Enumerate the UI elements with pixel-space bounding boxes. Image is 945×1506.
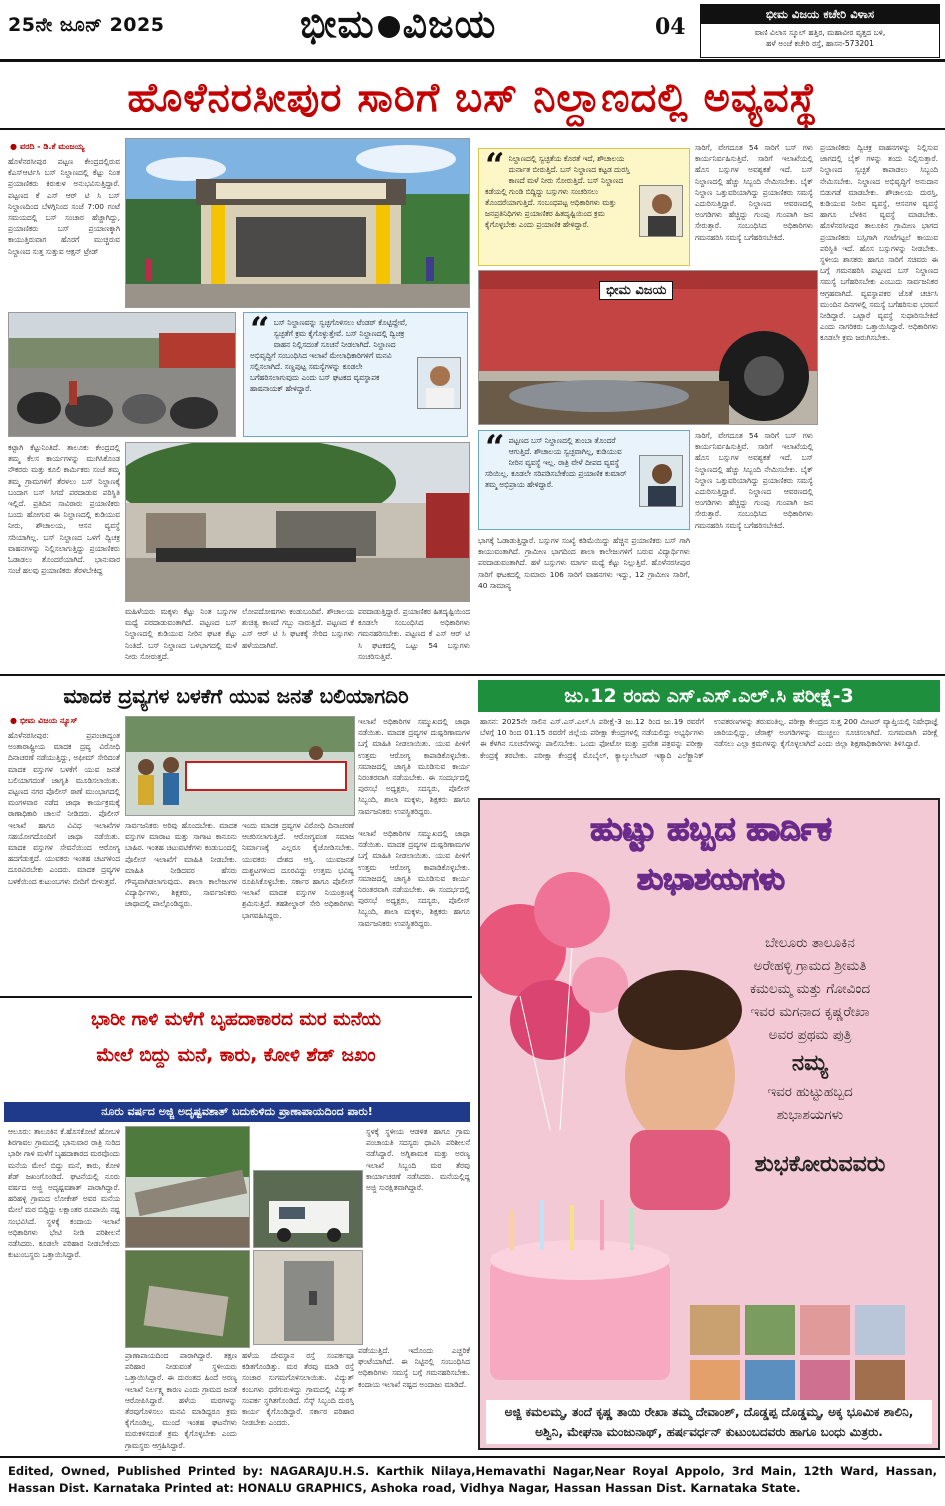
parked-bikes-photo [8, 312, 236, 437]
ad-line-1: ಬೇಲೂರು ತಾಲೂಕಿನ [765, 935, 855, 951]
office-title: ಭೀಮ ವಿಜಯ ಕಚೇರಿ ವಿಳಾಸ [701, 5, 939, 24]
family-wishers-text: ಅಜ್ಜಿ ಕಮಲಮ್ಮ, ತಂದೆ ಕೃಷ್ಣ ತಾಯಿ ರೇಖಾ ತಮ್ಮ ದೇವಾಂಶ್, ದೊಡ್ಡಪ್ಪ ದೊಡ್ಡಮ್ಮ, ಅಕ್ಕ ಭೂಮಿಕ ಶಾಲಿನಿ, ಅಶ್ವಿನಿ, ಮೇಘನಾ ಮಂಜುನಾಥ್, ಹರ್ಷವರ್ಧನ್ ಕುಟುಂಬದವರು ಹಾಗೂ ಬಂಧು ಮಿತ್ರರು. [486, 1400, 932, 1444]
wishers-heading: ಶುಭಕೋರುವವರು [754, 1152, 886, 1177]
fallen-tree-photo [125, 1126, 250, 1248]
office-address-box [700, 4, 940, 58]
ad-body [690, 932, 930, 1127]
tree-divider [0, 996, 472, 998]
section-divider [0, 674, 945, 676]
photo-watermark-logo: ಭೀಮ ವಿಜಯ [599, 281, 673, 300]
drug-headline: ಮಾದಕ ದ್ರವ್ಯಗಳ ಬಳಕೆಗೆ ಯುವ ಜನತೆ ಬಲಿಯಾಗದಿರಿ [63, 684, 409, 708]
lead-col5-lower: ಸಾರಿಗೆ, ವೇಗದೂತ 54 ಸಾರಿಗೆ ಬಸ್ ಗಳು ಕಾರ್ಯನಿರ್ವಹಿಸುತ್ತಿವೆ. ಸಾರಿಗೆ ಇಲಾಖೆಯಲ್ಲಿ ಹೊಸ ಬಸ್ಸುಗಳ ಅವಶ್ಯಕತೆ ಇದೆ. ಬಸ್ ನಿಲ್ದಾಣದಲ್ಲಿ ಹೆಚ್ಚು ಸಿಬ್ಬಂದಿ ನೇಮಿಸಬೇಕು. ಬೈಕ್ ನಿಲ್ದಾಣ ಒತ್ತುವರಿಯಾಗಿದ್ದು ಪ್ರಯಾಣಿಕರು ಸಮಸ್ಯೆ ಎದುರಿಸುತ್ತಿದ್ದಾರೆ. ನಿಲ್ದಾಣದ ಆವರಣದಲ್ಲಿ ಅಂಗಡಿಗಳು ಹೆಚ್ಚಿದ್ದು ಗುಂಪು ಗುಂಪಾಗಿ ಜನ ಸೇರುತ್ತಾರೆ. ಸಂಬಂಧಿಸಿದ ಅಧಿಕಾರಿಗಳು ಗಮನಹರಿಸಿ ಸಮಸ್ಯೆ ಬಗೆಹರಿಸಬೇಕಿದೆ. [695, 431, 813, 530]
ad-line-4: ಇವರ ಮಗನಾದ ಕೃಷ್ಣರೇಖಾ [750, 1004, 870, 1020]
quote-mark-icon: “ [250, 312, 270, 350]
bus-wheel-photo [478, 270, 818, 425]
commuter-portrait [639, 455, 683, 507]
lead-col4-text: ಭಾಗಕ್ಕೆ ಓಡಾಡುತ್ತಿದ್ದಾರೆ. ಬಸ್ಸುಗಳ ಸಂಖ್ಯೆ ಕಡಿಮೆಯಿದ್ದು ಹೆಚ್ಚಿನ ಪ್ರಯಾಣಿಕರು ಬಸ್ ಗಾಗಿ ಕಾಯುವಂತಾಗಿದೆ. ಗ್ರಾಮೀಣ ಭಾಗದಿಂದ ಶಾಲಾ ಕಾಲೇಜುಗಳಿಗೆ ಬರುವ ವಿದ್ಯಾರ್ಥಿಗಳು ಪರದಾಡುವಂತಾಗಿದೆ. ಹಳೆ ಬಸ್ಸುಗಳು ಮಾರ್ಗ ಮಧ್ಯೆ ಕೆಟ್ಟು ನಿಲ್ಲುತ್ತಿವೆ. ಹೊಳೆನರಸೀಪುರ ಸಾರಿಗೆ ಘಟಕದಲ್ಲಿ ಸುಮಾರು 106 ಸಾರಿಗೆ ವಾಹನಗಳು ಇದ್ದು, 12 ಗ್ರಾಮೀಣ ಸಾರಿಗೆ, 40 ಸಾಮಾನ್ಯ [478, 536, 690, 590]
child-name: ನಮ್ಯ [791, 1051, 829, 1076]
masthead [0, 0, 945, 62]
lead-headline: ಹೊಳೆನರಸೀಪುರ ಸಾರಿಗೆ ಬಸ್ ನಿಲ್ದಾಣದಲ್ಲಿ ಅವ್ಯವಸ್ಥೆ [0, 66, 945, 130]
sslc-text: ಹಾಸನ: 2025ನೇ ಸಾಲಿನ ಎಸ್.ಎಸ್.ಎಲ್.ಸಿ ಪರೀಕ್ಷೆ-3 ಜು.12 ರಿಂದ ಜು.19 ರವರೆಗೆ ಬೆಳಗ್ಗೆ 10 ರಿಂದ 01.15 ರವರೆಗೆ ಜಿಲ್ಲೆಯ ಪರೀಕ್ಷಾ ಕೇಂದ್ರಗಳಲ್ಲಿ ನಡೆಯಲಿದ್ದು ಅಭ್ಯರ್ಥಿಗಳು ಈ ಕೆಳಗಿನ ಸೂಚನೆಗಳನ್ನು ಪಾಲಿಸಬೇಕು. ಒಂದು ಫೋಟೋ ಮತ್ತು ಪ್ರವೇಶ ಪತ್ರವನ್ನು ಪರೀಕ್ಷಾ ಕೇಂದ್ರಕ್ಕೆ ತರಬೇಕು. ಪರೀಕ್ಷಾ ಕೇಂದ್ರಕ್ಕೆ ಮೊಬೈಲ್, ಕ್ಯಾಲ್ಕುಲೇಟರ್ ಇತ್ಯಾದಿ ಎಲೆಕ್ಟ್ರಾನಿಕ್ ಉಪಕರಣಗಳನ್ನು ತರುವಂತಿಲ್ಲ. ಪರೀಕ್ಷಾ ಕೇಂದ್ರದ ಸುತ್ತ 200 ಮೀಟರ್ ವ್ಯಾಪ್ತಿಯಲ್ಲಿ ನಿಷೇಧಾಜ್ಞೆ ಜಾರಿಯಲ್ಲಿದ್ದು, ಜೆರಾಕ್ಸ್ ಅಂಗಡಿಗಳನ್ನು ಮುಚ್ಚಲು ಸೂಚಿಸಲಾಗಿದೆ. ಸುಗಮವಾಗಿ ಪರೀಕ್ಷೆ ನಡೆಸಲು ಎಲ್ಲಾ ಕ್ರಮಗಳನ್ನು ಕೈಗೊಳ್ಳಲಾಗಿದೆ ಎಂದು ಜಿಲ್ಲಾ ಶಿಕ್ಷಣಾಧಿಕಾರಿಗಳು ತಿಳಿಸಿದ್ದಾರೆ. [480, 717, 938, 760]
office-line-1: ವಾಣಿ ವಿಲಾಸ ಸ್ಕೂಲ್ ಹತ್ತಿರ, ಮಹಾವೀರ ವೃತ್ತದ ಬಳಿ, [754, 28, 886, 37]
bus-station-photo [125, 138, 470, 308]
newspaper-logo [300, 2, 496, 47]
passenger-quote-box [478, 148, 690, 266]
office-line-2: ಹಳೆ ಅಂಚೆ ಕಚೇರಿ ರಸ್ತೆ, ಹಾಸನ-573201 [766, 39, 874, 48]
drug-byline: ● ಭೀಮ ವಿಜಯ ನ್ಯೂಸ್ [10, 716, 122, 726]
logo-right: ವಿಜಯ [402, 2, 497, 46]
ad-line-6: ಇವರ ಹುಟ್ಟುಹಬ್ಬದ [767, 1084, 853, 1100]
lead-mid-col1: ಮಹಿಳೆಯರು ಮಕ್ಕಳು ಕೆಟ್ಟು ನಿಂತ ಬಸ್ಸುಗಳ ಮಧ್ಯೆ ಪರದಾಡುವಂತಾಗಿದೆ. ಪಟ್ಟಣದ ಬಸ್ ನಿಲ್ದಾಣದಲ್ಲಿ ಕುಡಿಯುವ ನೀರಿನ ಘಟಕ ಕೆಟ್ಟು ನಿಂತಿದೆ. ಬಸ್ ನಿಲ್ದಾಣದ ಒಳಭಾಗದಲ್ಲಿ ಮಳೆ ನೀರು ಸೋರುತ್ತದೆ. [125, 607, 237, 661]
tree-col2: ಸ್ಥಳಕ್ಕೆ ಸ್ಥಳೀಯ ಆಡಳಿತ ಹಾಗೂ ಗ್ರಾಮ ಪಂಚಾಯತಿ ಸದಸ್ಯರು ಧಾವಿಸಿ ಪರಿಶೀಲನೆ ನಡೆಸಿದ್ದಾರೆ. ಅಗ್ನಿಶಾಮಕ ಮತ್ತು ಅರಣ್ಯ ಇಲಾಖೆ ಸಿಬ್ಬಂದಿ ಮರ ತೆರವು ಕಾರ್ಯಾಚರಣೆ ನಡೆಸಿದರು. ಮನೆಯಲ್ಲಿದ್ದ ಅಜ್ಜಿ ಸುರಕ್ಷಿತವಾಗಿದ್ದಾರೆ. [366, 1127, 470, 1193]
lead-col1-top: ಹೊಳೆನರಸೀಪುರ ಪಟ್ಟಣ ಕೇಂದ್ರದಲ್ಲಿರುವ ಕೆಎಸ್ಆರ್ಟಿಸಿ ಬಸ್ ನಿಲ್ದಾಣದಲ್ಲಿ ಕೆಟ್ಟು ನಿಂತ ಪ್ರಯಾಣಿಕರು ಕಿರುಕುಳ ಅನುಭವಿಸುತ್ತಿದ್ದಾರೆ. ಪಟ್ಟಣದ ಕೆ ಎಸ್ ಆರ್ ಟಿ ಸಿ ಬಸ್ ನಿಲ್ದಾಣದಿಂದ ಬೆಳಗ್ಗಿನಿಂದ ಸಂಜೆ 7:00 ಗಂಟೆ ಸಮಯದಲ್ಲಿ ಬಸ್ ಸಂಚಾರ ಹೆಚ್ಚಾಗಿದ್ದು, ಪ್ರಯಾಣಿಕರು ಬಸ್ ಪ್ರಯಾಣಕ್ಕಾಗಿ ಕಾಯುತ್ತಿರುವಾಗ ಹೊರಗೆ ಮುಚ್ಚಿರುವ ನಿಲ್ದಾಣದ ಸುತ್ತ ಸುತ್ತುವ ಆಕ್ಷನ್ ಟ್ರೇಡ್ [8, 157, 120, 256]
ad-title-line-1: ಹುಟ್ಟು ಹಬ್ಬದ ಹಾರ್ದಿಕ [590, 810, 832, 848]
lead-col6-text: ಪ್ರಯಾಣಿಕರು ದ್ವಿಚಕ್ರ ವಾಹನಗಳನ್ನು ನಿಲ್ಲಿಸುವ ಜಾಗದಲ್ಲಿ ಬೈಕ್ ಗಳನ್ನು ತಂದು ನಿಲ್ಲಿಸುತ್ತಾರೆ. ನಿಲ್ದಾಣದ ಸ್ವಚ್ಛತೆ ಕಾಪಾಡಲು ಸಿಬ್ಬಂದಿ ನೇಮಿಸಬೇಕು. ನಿಲ್ದಾಣದ ಅಭಿವೃದ್ಧಿಗೆ ಅನುದಾನ ಬಿಡುಗಡೆ ಮಾಡಬೇಕು. ಶೌಚಾಲಯ ದುರಸ್ತಿ, ಕುಡಿಯುವ ನೀರಿನ ವ್ಯವಸ್ಥೆ, ಆಸನಗಳ ವ್ಯವಸ್ಥೆ ಹಾಗೂ ಬೆಳಕಿನ ವ್ಯವಸ್ಥೆ ಮಾಡಬೇಕು. ಹೊಳೆನರಸೀಪುರ ತಾಲೂಕಿನ ಗ್ರಾಮೀಣ ಭಾಗದ ಪ್ರಯಾಣಿಕರು ಬಸ್ಸಿಗಾಗಿ ಗಂಟೆಗಟ್ಟಲೆ ಕಾಯುವ ಪರಿಸ್ಥಿತಿ ಇದೆ. ಹೊಸ ಬಸ್ಸುಗಳನ್ನು ನೀಡಬೇಕು. ಸ್ಥಳೀಯ ಶಾಸಕರು ಹಾಗೂ ಸಾರಿಗೆ ಸಚಿವರು ಈ ಬಗ್ಗೆ ಗಮನಹರಿಸಿ ಪಟ್ಟಣದ ಬಸ್ ನಿಲ್ದಾಣದ ಸಮಸ್ಯೆ ಬಗೆಹರಿಸಬೇಕು ಎಂಬುದು ಸಾರ್ವಜನಿಕರ ಆಗ್ರಹವಾಗಿದೆ. ವ್ಯವಸ್ಥಾಪಕರ ಜೊತೆ ಚರ್ಚಿಸಿ ಮುಂದಿನ ದಿನಗಳಲ್ಲಿ ಸಮಸ್ಯೆ ಬಗೆಹರಿಸುವ ಭರವಸೆ ನೀಡಿದ್ದಾರೆ. ಒಟ್ಟಾರೆ ವ್ಯವಸ್ಥೆ ಸುಧಾರಿಸಬೇಕಿದೆ ಎಂದು ನಾಗರಿಕರು ಒತ್ತಾಯಿಸಿದ್ದಾರೆ. ಅಧಿಕಾರಿಗಳು ಕೂಡಲೇ ಕ್ರಮ ಜರುಗಿಸಬೇಕು. [820, 143, 938, 343]
damaged-car-photo [253, 1170, 363, 1248]
tree-col5: ಪಡೆಯುತ್ತಿದೆ. ಇದೊಂದು ಎಚ್ಚರಿಕೆ ಘಂಟೆಯಾಗಿದೆ. ಈ ನಿಟ್ಟಿನಲ್ಲಿ ಸಂಬಂಧಿಸಿದ ಅಧಿಕಾರಿಗಳು ಸಮಸ್ಯೆ ಬಗ್ಗೆ ಗಮನಹರಿಸಬೇಕು. ಕಂದಾಯ ಇಲಾಖೆ ನಷ್ಟದ ಅಂದಾಜು ಮಾಡಿದೆ. [358, 1346, 470, 1389]
passenger-quote-text: ನಿಲ್ದಾಣದಲ್ಲಿ ಸ್ವಚ್ಛತೆಯ ಕೊರತೆ ಇದೆ, ಶೌಚಾಲಯ ದುರ್ನಾತ ಬೀರುತ್ತಿದೆ. ಬಸ್ ನಿಲ್ದಾಣದ ಕಟ್ಟಡ ದುರಸ್ತಿ ಕಾಣದೆ ಮಳೆ ನೀರು ಸೋರುತ್ತಿದೆ. ಬಸ್ ನಿಲ್ದಾಣದ ಕಡೆಯಲ್ಲಿ ಗುಂಡಿ ಬಿದ್ದಿದ್ದು ಬಸ್ಸುಗಳು ಸಂಚರಿಸಲು ತೊಂದರೆಯಾಗುತ್ತಿದೆ. ಸಂಬಂಧಪಟ್ಟ ಅಧಿಕಾರಿಗಳು ಮತ್ತು ಜನಪ್ರತಿನಿಧಿಗಳು ಪ್ರಯಾಣಿಕರ ಹಿತದೃಷ್ಟಿಯಿಂದ ಕ್ರಮ ಕೈಗೊಳ್ಳಬೇಕು ಎಂದು ಪ್ರಯಾಣಿಕ ಹೇಳಿದ್ದಾರೆ. [485, 154, 630, 229]
issue-date: 25ನೇ ಜೂನ್ 2025 [8, 14, 165, 36]
official-quote-box [243, 312, 468, 437]
tree-headline-2: ಮೇಲೆ ಬಿದ್ದು ಮನೆ, ಕಾರು, ಕೋಳಿ ಶೆಡ್ ಜಖಂ [96, 1045, 376, 1066]
drug-col2: ಸಾರ್ವಜನಿಕರು ಅರಿವು ಹೊಂದಬೇಕು. ಮಾದಕ ವಸ್ತುಗಳ ಮಾರಾಟ ಮತ್ತು ಸಾಗಾಟ ಕಾನೂನು ಬಾಹಿರ. ಇಂತಹ ಚಟುವಟಿಕೆಗಳು ಕಂಡುಬಂದಲ್ಲಿ ಪೊಲೀಸ್ ಇಲಾಖೆಗೆ ಮಾಹಿತಿ ನೀಡಬೇಕು. ಮಾಹಿತಿ ನೀಡಿದವರ ಹೆಸರು ಗೌಪ್ಯವಾಗಿಡಲಾಗುವುದು. ಶಾಲಾ ಕಾಲೇಜುಗಳ ವಿದ್ಯಾರ್ಥಿಗಳು, ಶಿಕ್ಷಕರು, ಸಾರ್ವಜನಿಕರು ಜಾಥಾದಲ್ಲಿ ಪಾಲ್ಗೊಂಡಿದ್ದರು. [125, 821, 237, 909]
commuter-quote-box [478, 430, 690, 530]
drug-col4: ಇಲಾಖೆ ಅಧಿಕಾರಿಗಳ ಸಮ್ಮುಖದಲ್ಲಿ ಜಾಥಾ ನಡೆಯಿತು. ಮಾದಕ ದ್ರವ್ಯಗಳ ದುಷ್ಪರಿಣಾಮಗಳ ಬಗ್ಗೆ ಮಾಹಿತಿ ನೀಡಲಾಯಿತು. ಯುವ ಪೀಳಿಗೆ ಉತ್ತಮ ಆರೋಗ್ಯ ಕಾಪಾಡಿಕೊಳ್ಳಬೇಕು. ಸಮಾಜದಲ್ಲಿ ಜಾಗೃತಿ ಮೂಡಿಸುವ ಕಾರ್ಯ ನಿರಂತರವಾಗಿ ನಡೆಯಬೇಕು. ಈ ಸಂದರ್ಭದಲ್ಲಿ ಪುರಸಭೆ ಅಧ್ಯಕ್ಷರು, ಸದಸ್ಯರು, ಪೊಲೀಸ್ ಸಿಬ್ಬಂದಿ, ಶಾಲಾ ಮಕ್ಕಳು, ಶಿಕ್ಷಕರು ಹಾಗೂ ಸಾರ್ವಜನಿಕರು ಉಪಸ್ಥಿತರಿದ್ದರು. [358, 717, 470, 816]
drug-col1: ಹೊಳೆನರಸೀಪುರ: ಪ್ರಪಂಚಾದ್ಯಂತ ಅಂತಾರಾಷ್ಟ್ರೀಯ ಮಾದಕ ದ್ರವ್ಯ ವಿರೋಧಿ ದಿನಾಚರಣೆ ನಡೆಯುತ್ತಿದ್ದು, ಅಫೀಮ್ ಸೇರಿದಂತೆ ಮಾದಕ ವಸ್ತುಗಳ ಬಳಕೆಗೆ ಯುವ ಜನತೆ ಬಲಿಯಾಗದಂತೆ ಜಾಗೃತಿ ಮೂಡಿಸಲಾಯಿತು. ಪಟ್ಟಣದ ನಗರ ಪೊಲೀಸ್ ಠಾಣೆ ಮುಂಭಾಗದಲ್ಲಿ ಮಂಗಳವಾರ ನಡೆದ ಜಾಥಾ ಕಾರ್ಯಕ್ರಮಕ್ಕೆ ಠಾಣಾಧಿಕಾರಿ ಚಾಲನೆ ನೀಡಿದರು. ಪೊಲೀಸ್ ಇಲಾಖೆ ಹಾಗೂ ವಿವಿಧ ಇಲಾಖೆಗಳ ಸಹಯೋಗದೊಂದಿಗೆ ಜಾಥಾ ನಡೆಯಿತು. ಮಾದಕ ವಸ್ತುಗಳ ಸೇವನೆಯಿಂದ ಆರೋಗ್ಯ ಹದಗೆಡುತ್ತದೆ. ಯುವಕರು ಇಂತಹ ಚಟಗಳಿಂದ ದೂರವಿರಬೇಕು ಎಂದರು. ಮಾದಕ ದ್ರವ್ಯಗಳ ಬಳಕೆಯಿಂದ ಕುಟುಂಬಗಳು ಬೀದಿಗೆ ಬೀಳುತ್ತವೆ. [8, 731, 120, 886]
ad-line-3: ಕಮಲಮ್ಮ ಮತ್ತು ಗೋವಿಂದ [749, 981, 871, 997]
lead-col5-text: ಸಾರಿಗೆ, ವೇಗದೂತ 54 ಸಾರಿಗೆ ಬಸ್ ಗಳು ಕಾರ್ಯನಿರ್ವಹಿಸುತ್ತಿವೆ. ಸಾರಿಗೆ ಇಲಾಖೆಯಲ್ಲಿ ಹೊಸ ಬಸ್ಸುಗಳ ಅವಶ್ಯಕತೆ ಇದೆ. ಬಸ್ ನಿಲ್ದಾಣದಲ್ಲಿ ಹೆಚ್ಚು ಸಿಬ್ಬಂದಿ ನೇಮಿಸಬೇಕು. ಬೈಕ್ ನಿಲ್ದಾಣ ಒತ್ತುವರಿಯಾಗಿದ್ದು ಪ್ರಯಾಣಿಕರು ಸಮಸ್ಯೆ ಎದುರಿಸುತ್ತಿದ್ದಾರೆ. ನಿಲ್ದಾಣದ ಆವರಣದಲ್ಲಿ ಅಂಗಡಿಗಳು ಹೆಚ್ಚಿದ್ದು ಗುಂಪು ಗುಂಪಾಗಿ ಜನ ಸೇರುತ್ತಾರೆ. ಸಂಬಂಧಿಸಿದ ಅಧಿಕಾರಿಗಳು ಗಮನಹರಿಸಿ ಸಮಸ್ಯೆ ಬಗೆಹರಿಸಬೇಕಿದೆ. [695, 143, 813, 242]
sslc-headline: ಜು.12 ರಂದು ಎಸ್.ಎಸ್.ಎಲ್.ಸಿ ಪರೀಕ್ಷೆ-3 [478, 680, 940, 712]
official-portrait [417, 357, 461, 409]
lead-mid-col2: ಲೋಪದೋಷಗಳು ಕಂಡುಬಂದಿವೆ. ಶೌಚಾಲಯ ಶುಚಿತ್ವ ಕಾಣದೆ ಗಬ್ಬು ನಾರುತ್ತಿದೆ. ಪಟ್ಟಣದ ಕೆ ಎಸ್ ಆರ್ ಟಿ ಸಿ ಘಟಕಕ್ಕೆ ಸೇರಿದ ಬಸ್ಸುಗಳು ಹಳೆಯದಾಗಿವೆ. [242, 607, 354, 650]
logo-left: ಭೀಮ [300, 2, 375, 46]
imprint-footer: Edited, Owned, Published Printed by: NAGARAJU.H.S. Karthik Nilaya,Hemavathi Nagar,Near Royal Appolo, 3rd Main, 12th Ward, Hassan, Hassan Dist. Karnataka Printed at: HONALU GRAPHICS, Ashoka road, Vidhya Nagar, Hassan Hassan Dist. Karnataka State. [0, 1456, 945, 1506]
lead-col1-bottom: ಕಟ್ಟಾಗಿ ಕೆಟ್ಟುನಿಂತಿದೆ. ತಾಲೂಕು ಕೇಂದ್ರದಲ್ಲಿ ತಮ್ಮ ಕೆಲಸ ಕಾರ್ಯಗಳನ್ನು ಮುಗಿಸಿಕೊಂಡ ನೌಕರರು ಮತ್ತು ಕೂಲಿ ಕಾರ್ಮಿಕರು ಸಂಜೆ ತಮ್ಮ ತಮ್ಮ ಗ್ರಾಮಗಳಿಗೆ ತೆರಳಲು ಬಸ್ ನಿಲ್ದಾಣಕ್ಕೆ ಬಂದಾಗ ಬಸ್ ಸಿಗದೆ ಪರದಾಡುವ ಪರಿಸ್ಥಿತಿ ಇಲ್ಲಿದೆ. ಪ್ರತಿದಿನ ಸಾವಿರಾರು ಪ್ರಯಾಣಿಕರು ಬಂದು ಹೋಗುವ ಈ ನಿಲ್ದಾಣದಲ್ಲಿ ಕುಡಿಯುವ ನೀರು, ಶೌಚಾಲಯ, ಆಸನ ವ್ಯವಸ್ಥೆ ಸರಿಯಾಗಿಲ್ಲ. ಬಸ್ ನಿಲ್ದಾಣದ ಒಳಗೆ ದ್ವಿಚಕ್ರ ವಾಹನಗಳನ್ನು ನಿಲ್ಲಿಸಲಾಗುತ್ತಿದ್ದು ಪ್ರಯಾಣಿಕರು ಓಡಾಡಲು ತೊಂದರೆಯಾಗಿದೆ. ಭಾನುವಾರ ಸಂಜೆ ಹಲವು ಪ್ರಯಾಣಿಕರು ತೆರಳಬೇಕಿದ್ದ [8, 443, 120, 576]
page-number: 04 [655, 14, 686, 40]
sun-icon [378, 16, 400, 38]
ad-line-2: ಅರೇಹಳ್ಳಿ ಗ್ರಾಮದ ಶ್ರೀಮತಿ [753, 958, 867, 974]
commuter-quote-text: ಪಟ್ಟಣದ ಬಸ್ ನಿಲ್ದಾಣದಲ್ಲಿ ತುಂಬಾ ತೊಂದರೆ ಆಗುತ್ತಿದೆ. ಶೌಚಾಲಯ ಸ್ವಚ್ಛವಾಗಿಲ್ಲ, ಕುಡಿಯುವ ನೀರಿನ ವ್ಯವಸ್ಥೆ ಇಲ್ಲ. ರಾತ್ರಿ ವೇಳೆ ದೀಪದ ವ್ಯವಸ್ಥೆ ಸರಿಯಿಲ್ಲ. ಕೂಡಲೇ ಸರಿಪಡಿಸಬೇಕೆಂದು ಪ್ರಯಾಣಿಕ ಕುಮಾರ್ ತಮ್ಮ ಅಭಿಪ್ರಾಯ ಹೇಳಿದ್ದಾರೆ. [485, 436, 627, 489]
quote-mark-icon: “ [485, 148, 505, 186]
drug-col3: ಇಂದು ಮಾದಕ ದ್ರವ್ಯಗಳ ವಿರೋಧಿ ದಿನಾಚರಣೆ ಆಚರಿಸಲಾಗುತ್ತಿದೆ. ಆರೋಗ್ಯವಂತ ಸಮಾಜ ನಿರ್ಮಾಣಕ್ಕೆ ಎಲ್ಲರೂ ಕೈಜೋಡಿಸಬೇಕು. ಯುವಕರು ದೇಶದ ಆಸ್ತಿ. ಯುವಜನತೆ ದುಶ್ಚಟಗಳಿಂದ ದೂರವಿದ್ದು ಉತ್ತಮ ಭವಿಷ್ಯ ರೂಪಿಸಿಕೊಳ್ಳಬೇಕು. ಸರ್ಕಾರ ಹಾಗೂ ಪೊಲೀಸ್ ಇಲಾಖೆ ಮಾದಕ ವಸ್ತುಗಳ ನಿಯಂತ್ರಣಕ್ಕೆ ಶ್ರಮಿಸುತ್ತಿದೆ. ತಹಶೀಲ್ದಾರ್ ಸೇರಿ ಅಧಿಕಾರಿಗಳು ಭಾಗವಹಿಸಿದ್ದರು. [242, 821, 354, 920]
tree-col3: ಪ್ರಾಣಾಪಾಯದಿಂದ ಪಾರಾಗಿದ್ದಾರೆ. ತಕ್ಷಣ ಪರಿಹಾರ ನೀಡುವಂತೆ ಸ್ಥಳೀಯರು ಒತ್ತಾಯಿಸಿದ್ದಾರೆ. ಈ ದುರಂತದ ಹಿಂದೆ ಅರಣ್ಯ ಇಲಾಖೆ ನಿರ್ಲಕ್ಷ್ಯ ಕಾರಣ ಎಂದು ಗ್ರಾಮದ ಜನತೆ ಆರೋಪಿಸಿದ್ದಾರೆ. ಹಳೆಯ ಮರಗಳನ್ನು ತೆರವುಗೊಳಿಸಲು ಮನವಿ ಮಾಡಿದ್ದರೂ ಕ್ರಮ ಕೈಗೊಂಡಿಲ್ಲ. ಮುಂದೆ ಇಂತಹ ಘಟನೆಗಳು ಮರುಕಳಿಸದಂತೆ ಕ್ರಮ ಕೈಗೊಳ್ಳಬೇಕು ಎಂದು ಗ್ರಾಮಸ್ಥರು ಆಗ್ರಹಿಸಿದ್ದಾರೆ. [125, 1351, 237, 1450]
tree-debris-photo [125, 1250, 250, 1348]
tree-subhead: ನೂರು ವರ್ಷದ ಅಜ್ಜಿ ಅದೃಷ್ಟವಶಾತ್ ಬದುಕುಳಿದು ಪ್ರಾಣಾಪಾಯದಿಂದ ಪಾರು! [4, 1102, 470, 1122]
broken-door-photo [253, 1250, 363, 1345]
official-quote-text: ಬಸ್ ನಿಲ್ದಾಣವನ್ನು ಸ್ವಚ್ಛಗೊಳಿಸಲು ಟೆಂಡರ್ ಕೊಟ್ಟಿದ್ದೇವೆ, ಸ್ವಚ್ಛತೆಗೆ ಕ್ರಮ ಕೈಗೊಳ್ಳುತ್ತೇವೆ. ಬಸ್ ನಿಲ್ದಾಣದಲ್ಲಿ ದ್ವಿಚಕ್ರ ವಾಹನ ನಿಲ್ಲಿಸದಂತೆ ಸೂಚನೆ ನೀಡಲಾಗಿದೆ. ನಿಲ್ದಾಣದ ಅಭಿವೃದ್ಧಿಗೆ ಸಂಬಂಧಿಸಿದ ಇಲಾಖೆ ಮೇಲಾಧಿಕಾರಿಗಳಿಗೆ ಮನವಿ ಸಲ್ಲಿಸಲಾಗಿದೆ. ಸಣ್ಣಪುಟ್ಟ ಸಮಸ್ಯೆಗಳನ್ನು ಕೂಡಲೇ ಬಗೆಹರಿಸಲಾಗುವುದು ಎಂದು ಬಸ್ ಘಟಕದ ವ್ಯವಸ್ಥಾಪಕ ಹಾಷನಾಯಕ್ ಹೇಳಿದ್ದಾರೆ. [250, 318, 408, 393]
bus-stand-street-photo [125, 442, 470, 602]
ad-line-7: ಶುಭಾಶಯಗಳು [776, 1107, 844, 1123]
tree-col1: ಆಲೂರು: ತಾಲೂಕಿನ ಕೆ.ಹೊಸಕೋಟೆ ಹೋಬಳಿ ಶಿರಗಾವಲ ಗ್ರಾಮದಲ್ಲಿ ಭಾನುವಾರ ರಾತ್ರಿ ಸುರಿದ ಭಾರೀ ಗಾಳಿ ಮಳೆಗೆ ಬೃಹದಾಕಾರದ ಮರವೊಂದು ಮನೆಯ ಮೇಲೆ ಬಿದ್ದು ಮನೆ, ಕಾರು, ಕೋಳಿ ಶೆಡ್ ಜಖಂಗೊಂಡಿದೆ. ಘಟನೆಯಲ್ಲಿ ನೂರು ವರ್ಷದ ಅಜ್ಜಿ ಅದೃಷ್ಟವಶಾತ್ ಪಾರಾಗಿದ್ದಾರೆ. ಹರಿಹಳ್ಳಿ ಗ್ರಾಮದ ಲೋಕೇಶ್ ಅವರ ಮನೆಯ ಮೇಲೆ ಮರ ಬಿದ್ದಿದ್ದು ಲಕ್ಷಾಂತರ ರೂಪಾಯಿ ನಷ್ಟ ಸಂಭವಿಸಿದೆ. ಸ್ಥಳಕ್ಕೆ ಕಂದಾಯ ಇಲಾಖೆ ಅಧಿಕಾರಿಗಳು ಭೇಟಿ ನೀಡಿ ಪರಿಶೀಲನೆ ನಡೆಸಿದರು. ಕೂಡಲೇ ಪರಿಹಾರ ನೀಡಬೇಕೆಂದು ಕುಟುಂಬಸ್ಥರು ಒತ್ತಾಯಿಸಿದ್ದಾರೆ. [8, 1127, 120, 1260]
passenger-portrait [639, 185, 683, 237]
tree-col4: ಹಳೆಯ ದೇವಸ್ಥಾನ ರಸ್ತೆ ಸಂಪರ್ಕವೂ ಕಡಿತಗೊಂಡಿತ್ತು. ಮರ ತೆರವು ಮಾಡಿ ರಸ್ತೆ ಸಂಚಾರ ಸುಗಮಗೊಳಿಸಲಾಯಿತು. ವಿದ್ಯುತ್ ಕಂಬಗಳು ಧರೆಗುರುಳಿದ್ದು ಗ್ರಾಮದಲ್ಲಿ ವಿದ್ಯುತ್ ಸಂಪರ್ಕ ಸ್ಥಗಿತಗೊಂಡಿದೆ. ಸೆಸ್ಕ್ ಸಿಬ್ಬಂದಿ ದುರಸ್ತಿ ಕಾರ್ಯ ಕೈಗೊಂಡಿದ್ದಾರೆ. ಸರ್ಕಾರ ಪರಿಹಾರ ನೀಡಬೇಕು ಎಂದರು. [242, 1351, 354, 1428]
drug-rally-photo [125, 716, 355, 816]
ad-title-line-2: ಶುಭಾಶಯಗಳು [637, 862, 785, 897]
birthday-ad [478, 798, 940, 1450]
tree-headline-1: ಭಾರೀ ಗಾಳಿ ಮಳೆಗೆ ಬೃಹದಾಕಾರದ ಮರ ಮನೆಯ [90, 1009, 382, 1030]
quote-mark-icon: “ [485, 430, 505, 468]
ad-line-5: ಅವರ ಪ್ರಥಮ ಪುತ್ರಿ [768, 1027, 852, 1043]
lead-mid-col3: ಪರದಾಡುತ್ತಿದ್ದಾರೆ. ಪ್ರಯಾಣಿಕರ ಹಿತದೃಷ್ಟಿಯಿಂದ ಕೂಡಲೇ ಸಂಬಂಧಿಸಿದ ಅಧಿಕಾರಿಗಳು ಗಮನಹರಿಸಬೇಕು. ಪಟ್ಟಣದ ಕೆ ಎಸ್ ಆರ್ ಟಿ ಸಿ ಘಟಕದಲ್ಲಿ ಒಟ್ಟು 54 ಬಸ್ಸುಗಳು ಸಂಚರಿಸುತ್ತಿವೆ. [358, 607, 470, 661]
lead-byline: ● ವರದಿ - ಡಿ.ಕೆ ಮಂಜಯ್ಯ [10, 142, 122, 152]
drug-col4-more: ಇಲಾಖೆ ಅಧಿಕಾರಿಗಳ ಸಮ್ಮುಖದಲ್ಲಿ ಜಾಥಾ ನಡೆಯಿತು. ಮಾದಕ ದ್ರವ್ಯಗಳ ದುಷ್ಪರಿಣಾಮಗಳ ಬಗ್ಗೆ ಮಾಹಿತಿ ನೀಡಲಾಯಿತು. ಯುವ ಪೀಳಿಗೆ ಉತ್ತಮ ಆರೋಗ್ಯ ಕಾಪಾಡಿಕೊಳ್ಳಬೇಕು. ಸಮಾಜದಲ್ಲಿ ಜಾಗೃತಿ ಮೂಡಿಸುವ ಕಾರ್ಯ ನಿರಂತರವಾಗಿ ನಡೆಯಬೇಕು. ಈ ಸಂದರ್ಭದಲ್ಲಿ ಪುರಸಭೆ ಅಧ್ಯಕ್ಷರು, ಸದಸ್ಯರು, ಪೊಲೀಸ್ ಸಿಬ್ಬಂದಿ, ಶಾಲಾ ಮಕ್ಕಳು, ಶಿಕ್ಷಕರು ಹಾಗೂ ಸಾರ್ವಜನಿಕರು ಉಪಸ್ಥಿತರಿದ್ದರು. [358, 829, 470, 928]
